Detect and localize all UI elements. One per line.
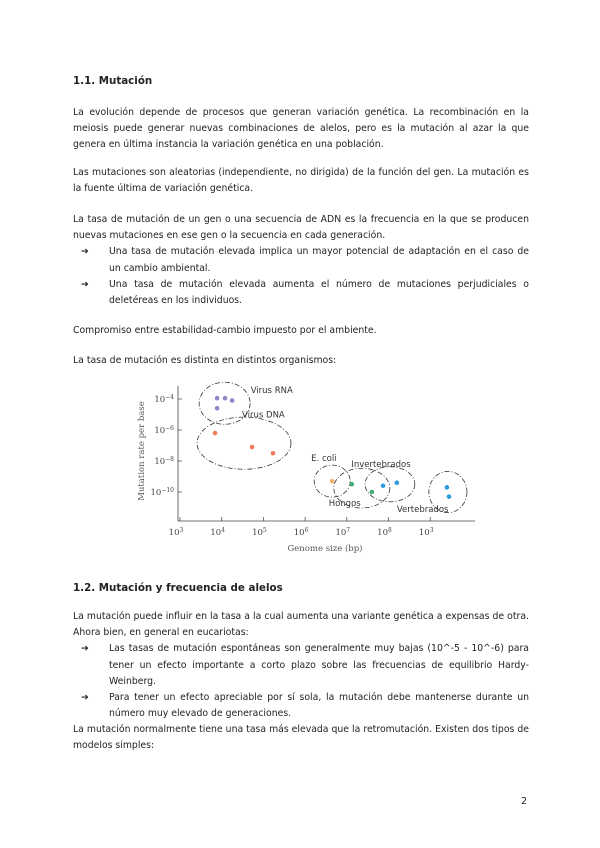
bullet-item [81,690,529,722]
group-label: Invertebrados [351,460,411,471]
data-point [223,396,228,401]
data-point [230,398,235,403]
x-tick-label: $10^7$ [335,527,351,538]
x-tick-label: $10^3$ [418,527,434,538]
paragraph [73,212,529,309]
y-tick-label: $10^{-4}$ [154,394,174,405]
group-ellipse [197,417,291,469]
right-arrow-icon: ➔ [81,692,89,704]
bullet-text: Las tasas de mutación espontáneas son generalmente muy bajas (10^-5 - 10^-6) para tener un efecto importante a corto plazo sobre las frecuencias de equilibrio Hardy-Weinberg. [109,643,529,687]
data-point [330,479,335,484]
group-label: Virus RNA [250,385,293,396]
data-point [215,396,220,401]
x-tick-label: $10^5$ [252,527,267,538]
data-point [447,494,452,499]
paragraph: Compromiso entre estabilidad-cambio impuesto por el ambiente. [73,325,377,336]
data-point [250,445,255,450]
data-point [350,482,355,487]
section-2-heading: 1.2. Mutación y frecuencia de alelos [73,582,283,594]
y-tick-label: $10^{-8}$ [154,456,174,467]
y-tick-label: $10^{-10}$ [150,487,174,498]
data-point [395,480,400,485]
right-arrow-icon: ➔ [81,278,89,290]
paragraph-text: La tasa de mutación de un gen o una secuencia de ADN es la frecuencia en la que se producen nuevas mutaciones en ese gen o la secuencia en cada generación. [73,214,529,242]
data-point [215,406,220,411]
y-axis-label: Mutation rate per base [137,401,147,501]
bullet-item [81,277,529,309]
data-point [445,485,450,490]
paragraph: La mutación normalmente tiene una tasa más elevada que la retromutación. Existen dos tipos de modelos simples: [73,724,529,752]
paragraph: La evolución depende de procesos que generan variación genética. La recombinación en la meiosis puede generar nuevas combinaciones de alelos, pero es la mutación al azar la que genera en última instancia la variación genética en una población. [73,107,529,151]
data-point [370,490,375,495]
right-arrow-icon: ➔ [81,246,89,258]
x-tick-label: $10^4$ [210,527,226,538]
paragraph-text: La mutación puede influir en la tasa a la cual aumenta una variante genética a expensas de otra. Ahora bien, en general en eucariotas: [73,611,529,639]
group-label: Vertebrados [396,505,449,516]
x-axis-label: Genome size (bp) [287,544,363,554]
paragraph: La tasa de mutación es distinta en distintos organismos: [73,355,337,366]
y-tick-label: $10^{-6}$ [154,425,174,436]
paragraph [73,609,529,722]
group-label: Virus DNA [242,410,285,421]
bullet-item [81,244,529,276]
group-label: E. coli [311,454,337,464]
group-ellipse [365,467,415,502]
right-arrow-icon: ➔ [81,643,89,655]
data-point [271,451,276,456]
x-tick-label: $10^8$ [377,527,392,538]
bullet-text: Una tasa de mutación elevada implica un mayor potencial de adaptación en el caso de un cambio ambiental. [109,246,529,274]
data-point [213,431,218,436]
group-label: Hongos [328,498,361,509]
paragraph: Las mutaciones son aleatorias (independiente, no dirigida) de la función del gen. La mutación es la fuente última de variación genética. [73,167,529,195]
x-tick-label: $10^6$ [293,527,309,538]
x-tick-label: $10^3$ [168,527,184,538]
section-1-heading: 1.1. Mutación [73,75,153,87]
data-point [381,484,386,489]
bullet-item [81,641,529,690]
mutation-rate-chart [130,376,480,556]
bullet-text: Para tener un efecto apreciable por sí sola, la mutación debe mantenerse durante un número muy elevado de generaciones. [109,692,529,720]
page-number: 2 [521,796,528,807]
bullet-text: Una tasa de mutación elevada aumenta el número de mutaciones perjudiciales o deletéreas en los individuos. [109,278,529,307]
